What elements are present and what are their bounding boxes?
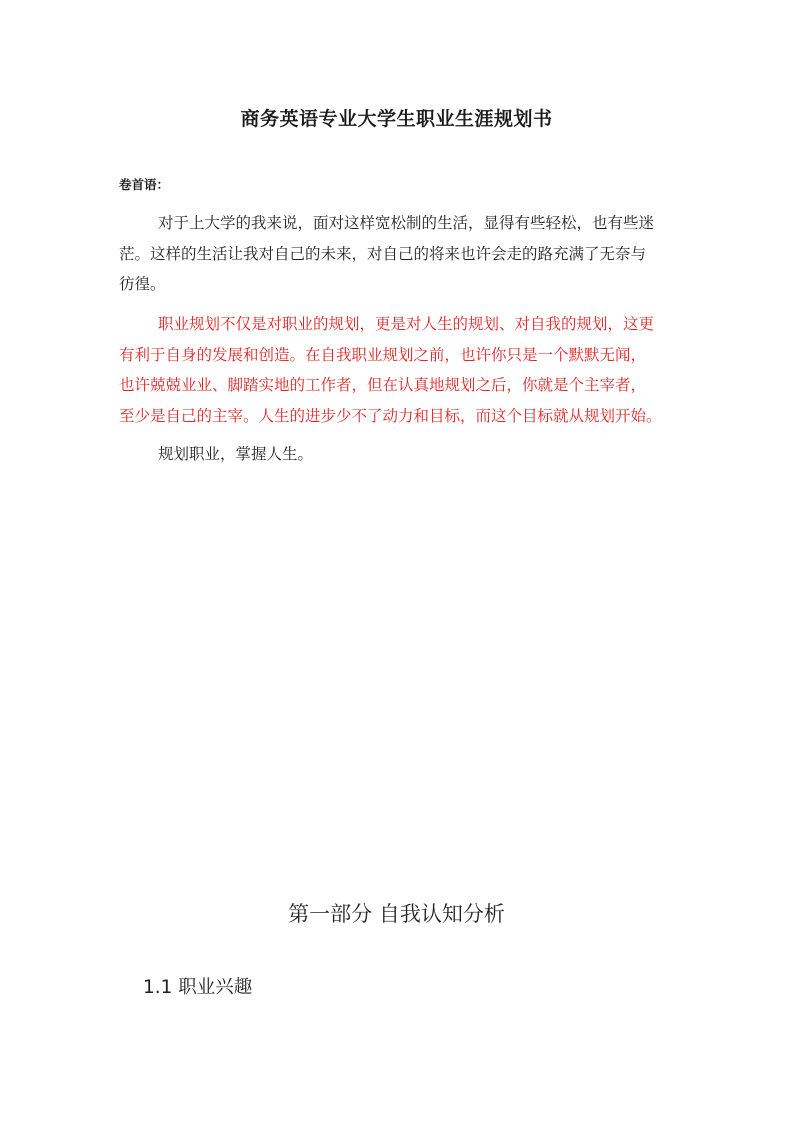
- preface-label: 卷首语：: [119, 177, 170, 192]
- paragraph-line: 有利于自身的发展和创造。在自我职业规划之前，也许你只是一个默默无闻，: [119, 345, 647, 364]
- paragraph-line: 至少是自己的主宰。人生的进步少不了动力和目标，而这个目标就从规划开始。: [119, 406, 662, 425]
- paragraph-line: 对于上大学的我来说，面对这样宽松制的生活，显得有些轻松，也有些迷: [158, 214, 655, 232]
- preface-paragraph-2-highlighted: [119, 309, 694, 431]
- paragraph-line: 茫。这样的生活让我对自己的未来，对自己的将来也许会走的路充满了无奈与: [119, 244, 647, 263]
- paragraph-line: 也许兢兢业业、脚踏实地的工作者，但在认真地规划之后，你就是个主宰者，: [119, 376, 647, 394]
- document-title: 商务英语专业大学生职业生涯规划书: [240, 108, 553, 130]
- subsection-heading: 1.1 职业兴趣: [143, 977, 253, 998]
- preface-paragraph-3: [119, 439, 694, 470]
- preface-paragraph-1: [119, 208, 694, 300]
- paragraph-line: 彷徨。: [119, 275, 166, 293]
- paragraph-line: 职业规划不仅是对职业的规划，更是对人生的规划、对自我的规划，这更: [158, 315, 655, 333]
- paragraph-line: 规划职业，掌握人生。: [158, 445, 314, 463]
- section-heading: 第一部分 自我认知分析: [288, 902, 505, 926]
